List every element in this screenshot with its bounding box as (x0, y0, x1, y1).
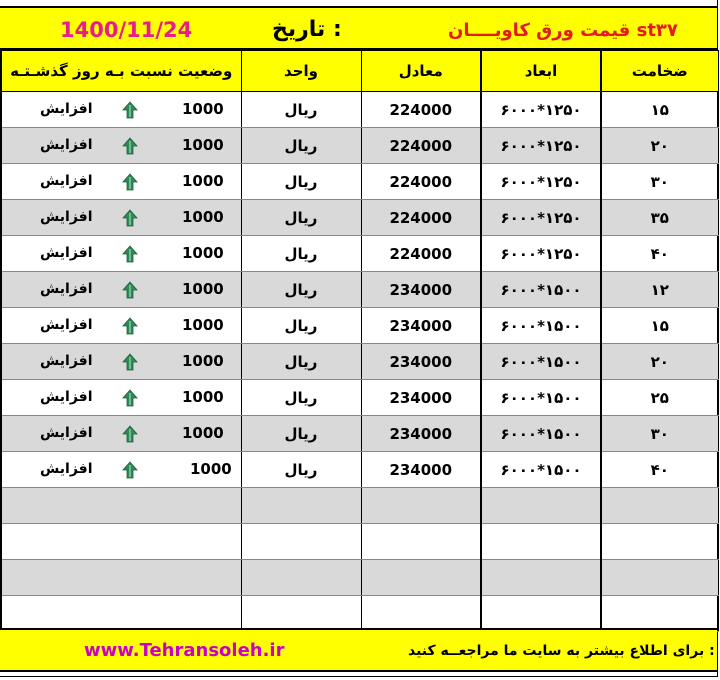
thickness-cell: ۳۰ (601, 416, 718, 452)
change-amount: 1000 (182, 424, 224, 442)
change-amount: 1000 (182, 244, 224, 262)
up-arrow-icon (122, 389, 138, 407)
change-amount: 1000 (182, 388, 224, 406)
unit-cell: ریال (241, 344, 361, 380)
status-cell (1, 380, 241, 416)
table-row (1, 416, 718, 452)
dimensions-cell: ۶۰۰۰*۱۲۵۰ (481, 236, 601, 272)
empty-cell (361, 560, 481, 596)
status-text: افزایش (40, 209, 93, 225)
thickness-cell: ۱۵ (601, 308, 718, 344)
status-cell (1, 416, 241, 452)
change-amount: 1000 (182, 136, 224, 154)
empty-cell (361, 488, 481, 524)
price-cell: 224000 (361, 200, 481, 236)
up-arrow-icon (122, 425, 138, 443)
table-row (1, 236, 718, 272)
change-amount: 1000 (190, 460, 232, 478)
dimensions-cell: ۶۰۰۰*۱۲۵۰ (481, 200, 601, 236)
dimensions-cell: ۶۰۰۰*۱۲۵۰ (481, 92, 601, 128)
empty-cell (481, 524, 601, 560)
thickness-cell: ۱۲ (601, 272, 718, 308)
price-cell: 234000 (361, 308, 481, 344)
status-cell (1, 272, 241, 308)
dimensions-cell: ۶۰۰۰*۱۲۵۰ (481, 128, 601, 164)
empty-cell (361, 596, 481, 632)
footer-note: برای اطلاع بیشتر به سایت ما مراجعــه کنید : (408, 643, 715, 659)
price-cell: 234000 (361, 272, 481, 308)
empty-row (1, 560, 718, 596)
price-cell: 234000 (361, 452, 481, 488)
dimensions-cell: ۶۰۰۰*۱۵۰۰ (481, 344, 601, 380)
column-header-unit: واحد (241, 51, 361, 92)
table-row (1, 380, 718, 416)
price-table (0, 50, 719, 632)
sheet-date: 1400/11/24 (60, 18, 193, 42)
thickness-cell: ۲۵ (601, 380, 718, 416)
empty-cell (1, 524, 241, 560)
empty-cell (241, 488, 361, 524)
table-row (1, 200, 718, 236)
price-cell: 234000 (361, 380, 481, 416)
thickness-cell: ۲۰ (601, 128, 718, 164)
status-text: افزایش (40, 173, 93, 189)
table-row (1, 92, 718, 128)
thickness-cell: ۳۰ (601, 164, 718, 200)
price-cell: 224000 (361, 92, 481, 128)
status-text: افزایش (40, 101, 93, 117)
dimensions-cell: ۶۰۰۰*۱۵۰۰ (481, 272, 601, 308)
up-arrow-icon (122, 245, 138, 263)
unit-cell: ریال (241, 236, 361, 272)
title-bar (0, 6, 717, 50)
column-header-price: معادل (361, 51, 481, 92)
empty-cell (481, 560, 601, 596)
thickness-cell: ۴۰ (601, 452, 718, 488)
sheet-title: قیمت ورق کاویــــان st۳۷ (448, 20, 678, 41)
table-row (1, 272, 718, 308)
empty-cell (241, 560, 361, 596)
empty-cell (241, 524, 361, 560)
column-header-status: وضعیت نسبت بـه روز گذشـتـه (1, 51, 241, 92)
up-arrow-icon (122, 353, 138, 371)
status-cell (1, 128, 241, 164)
empty-cell (1, 596, 241, 632)
status-text: افزایش (40, 245, 93, 261)
website-link[interactable]: www.Tehransoleh.ir (84, 640, 285, 661)
date-label: تاریخ : (272, 17, 342, 42)
table-row (1, 128, 718, 164)
column-header-thickness: ضخامت (601, 51, 718, 92)
up-arrow-icon (122, 461, 138, 479)
price-cell: 224000 (361, 164, 481, 200)
table-row (1, 308, 718, 344)
thickness-cell: ۳۵ (601, 200, 718, 236)
empty-cell (601, 488, 718, 524)
empty-cell (1, 560, 241, 596)
empty-cell (241, 596, 361, 632)
unit-cell: ریال (241, 128, 361, 164)
change-amount: 1000 (182, 172, 224, 190)
change-amount: 1000 (182, 352, 224, 370)
price-cell: 234000 (361, 344, 481, 380)
status-cell (1, 200, 241, 236)
dimensions-cell: ۶۰۰۰*۱۲۵۰ (481, 164, 601, 200)
thickness-cell: ۲۰ (601, 344, 718, 380)
table-row (1, 344, 718, 380)
change-amount: 1000 (182, 208, 224, 226)
up-arrow-icon (122, 281, 138, 299)
up-arrow-icon (122, 209, 138, 227)
dimensions-cell: ۶۰۰۰*۱۵۰۰ (481, 416, 601, 452)
table-row (1, 164, 718, 200)
unit-cell: ریال (241, 92, 361, 128)
unit-cell: ریال (241, 380, 361, 416)
status-text: افزایش (40, 389, 93, 405)
empty-row (1, 596, 718, 632)
status-cell (1, 236, 241, 272)
table-row (1, 452, 718, 488)
up-arrow-icon (122, 173, 138, 191)
dimensions-cell: ۶۰۰۰*۱۵۰۰ (481, 380, 601, 416)
status-text: افزایش (40, 425, 93, 441)
column-header-dimensions: ابعاد (481, 51, 601, 92)
status-text: افزایش (40, 137, 93, 153)
empty-cell (1, 488, 241, 524)
empty-cell (601, 524, 718, 560)
dimensions-cell: ۶۰۰۰*۱۵۰۰ (481, 452, 601, 488)
empty-cell (481, 488, 601, 524)
thickness-cell: ۱۵ (601, 92, 718, 128)
unit-cell: ریال (241, 416, 361, 452)
table-header-row (1, 51, 718, 92)
up-arrow-icon (122, 101, 138, 119)
empty-cell (481, 596, 601, 632)
empty-cell (601, 560, 718, 596)
status-cell (1, 92, 241, 128)
status-cell (1, 164, 241, 200)
status-text: افزایش (40, 353, 93, 369)
status-text: افزایش (40, 317, 93, 333)
empty-cell (361, 524, 481, 560)
status-cell (1, 452, 241, 488)
price-cell: 224000 (361, 128, 481, 164)
change-amount: 1000 (182, 280, 224, 298)
unit-cell: ریال (241, 308, 361, 344)
up-arrow-icon (122, 137, 138, 155)
status-text: افزایش (40, 461, 93, 477)
empty-cell (601, 596, 718, 632)
unit-cell: ریال (241, 452, 361, 488)
dimensions-cell: ۶۰۰۰*۱۵۰۰ (481, 308, 601, 344)
unit-cell: ریال (241, 272, 361, 308)
unit-cell: ریال (241, 164, 361, 200)
table-body (1, 92, 718, 632)
price-cell: 224000 (361, 236, 481, 272)
status-text: افزایش (40, 281, 93, 297)
change-amount: 1000 (182, 100, 224, 118)
empty-row (1, 488, 718, 524)
thickness-cell: ۴۰ (601, 236, 718, 272)
unit-cell: ریال (241, 200, 361, 236)
status-cell (1, 308, 241, 344)
up-arrow-icon (122, 317, 138, 335)
empty-row (1, 524, 718, 560)
price-cell: 234000 (361, 416, 481, 452)
change-amount: 1000 (182, 316, 224, 334)
footer-bar (0, 628, 717, 672)
status-cell (1, 344, 241, 380)
